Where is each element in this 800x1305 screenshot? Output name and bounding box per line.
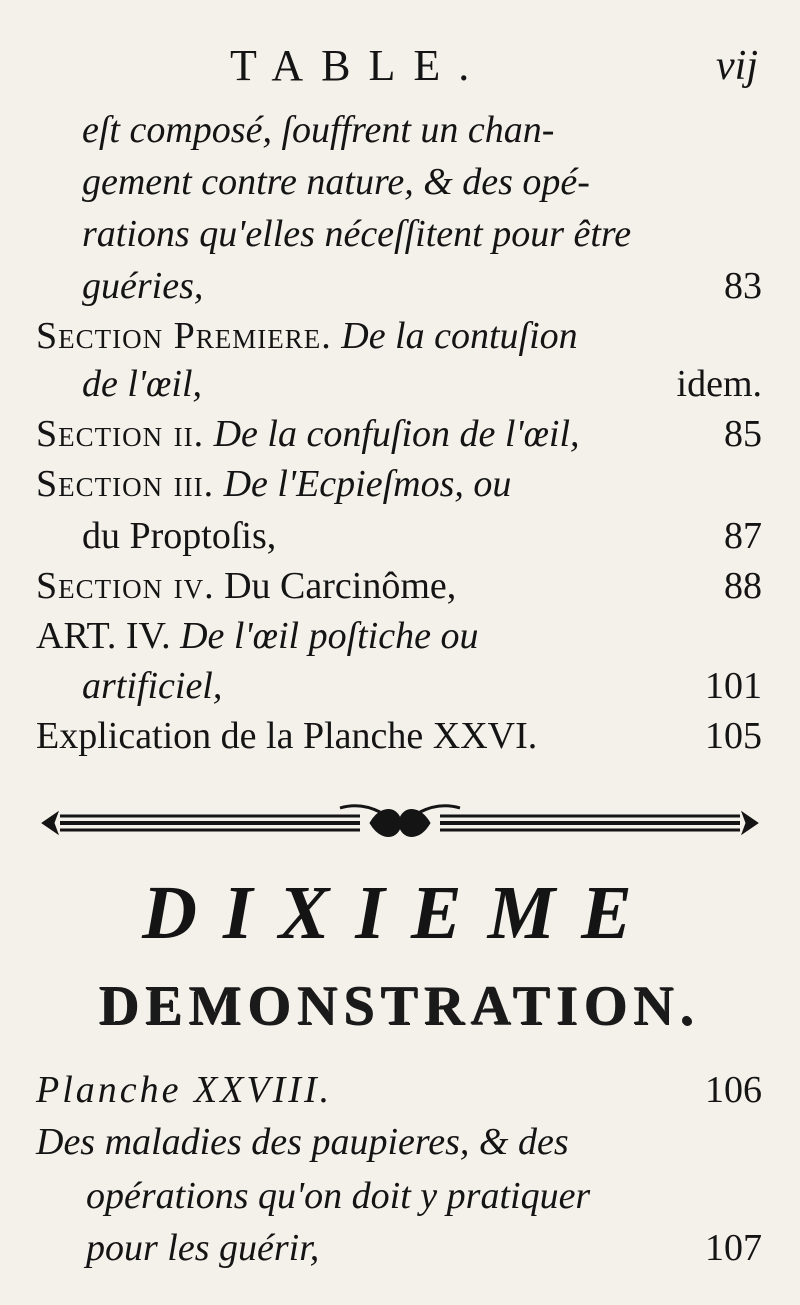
section-label: Section ii. — [36, 413, 205, 455]
article-title-cont: artificiel, — [82, 665, 223, 707]
entry-line: rations qu'elles néceſſitent pour être — [82, 213, 632, 255]
article-title: De l'œil poſtiche ou — [180, 615, 479, 657]
entry-line: guéries, — [82, 265, 204, 307]
plate-heading: Planche XXVIII. — [36, 1069, 333, 1111]
entry-line: eſt composé, ſouffrent un chan- — [82, 109, 555, 151]
page-ref: 105 — [705, 715, 762, 757]
entry-line: gement contre nature, & des opé- — [82, 161, 590, 203]
toc-entry — [36, 564, 456, 608]
entry-line: opérations qu'on doit y pratiquer — [86, 1175, 591, 1217]
page-header — [0, 40, 800, 100]
section-label: Section Premiere. — [36, 315, 332, 357]
page-ref: idem. — [676, 363, 762, 405]
running-title: TABLE. — [230, 41, 488, 90]
page-ref: 88 — [724, 565, 762, 607]
toc-entry — [36, 412, 580, 456]
section-title-cont: du Proptoſis, — [82, 515, 277, 557]
entry-line: Des maladies des paupieres, & des — [36, 1121, 569, 1163]
section-label: Section iii. — [36, 463, 215, 505]
article-label: ART. IV. — [36, 615, 171, 657]
toc-entry — [36, 314, 578, 358]
entry-line: pour les guérir, — [86, 1227, 320, 1269]
section-heading: DIXIEME — [142, 871, 658, 955]
toc-entry — [36, 614, 478, 658]
page-ref: 106 — [705, 1069, 762, 1111]
section-title: De la contuſion — [341, 315, 578, 357]
section-title: Du Carcinôme, — [224, 565, 457, 607]
page-ref: 87 — [724, 515, 762, 557]
explication-entry: Explication de la Planche XXVI. — [36, 715, 538, 757]
folio-number: vij — [716, 43, 758, 89]
section-title: De l'Ecpieſmos, ou — [223, 463, 512, 505]
section-title: De la confuſion de l'œil, — [213, 413, 580, 455]
page-ref: 85 — [724, 413, 762, 455]
section-label: Section iv. — [36, 565, 215, 607]
toc-entry — [36, 462, 511, 506]
page-ref: 107 — [705, 1227, 762, 1269]
section-title-cont: de l'œil, — [82, 363, 203, 405]
section-subheading: DEMONSTRATION. — [99, 976, 701, 1038]
page-ref: 83 — [724, 265, 762, 307]
ornamental-rule-icon — [40, 798, 760, 848]
page-ref: 101 — [705, 665, 762, 707]
